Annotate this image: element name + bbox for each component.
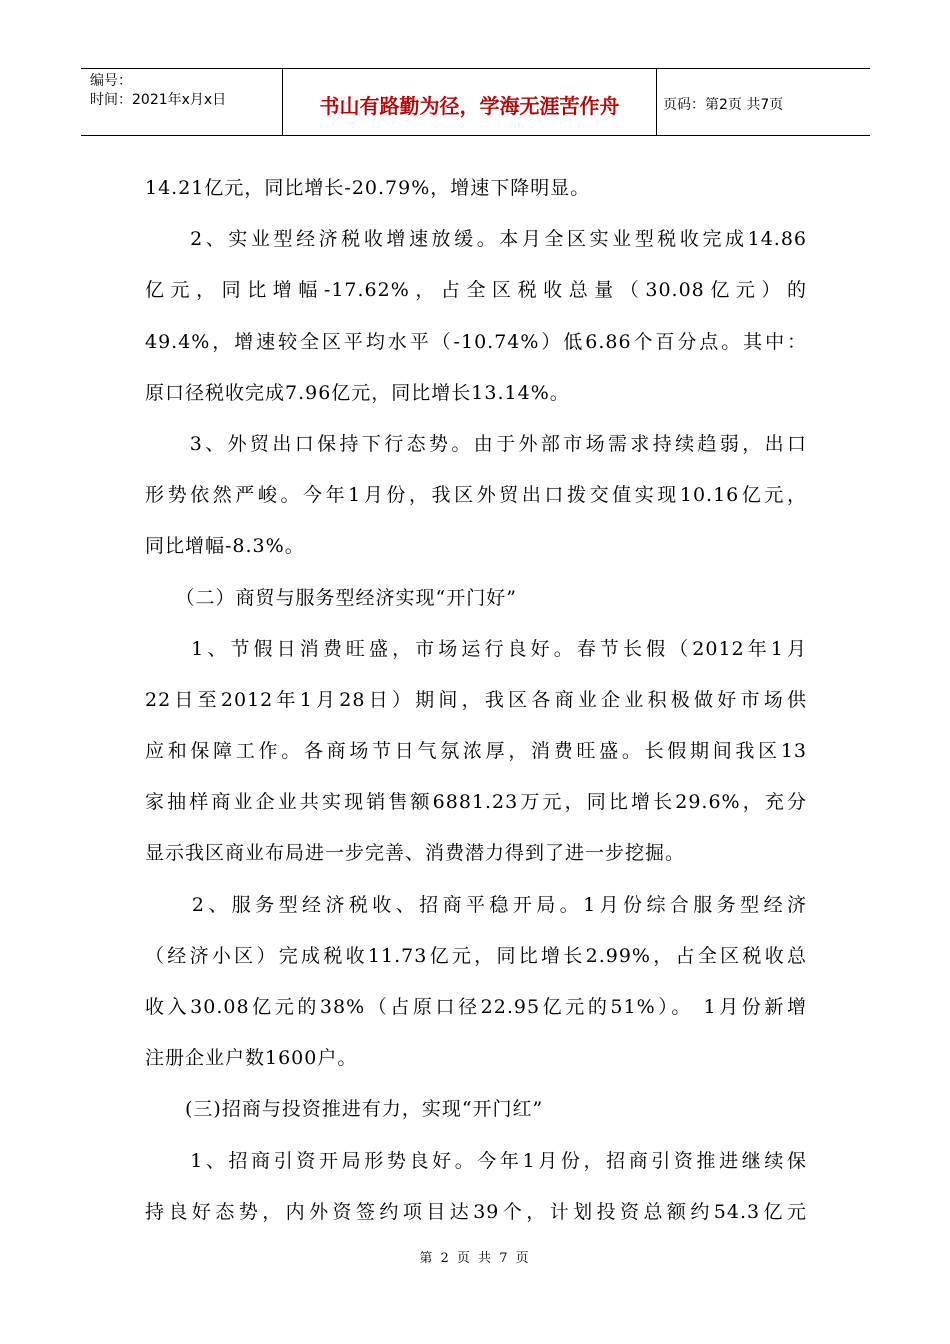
header-meta <box>81 69 283 135</box>
body-line: 14.21亿元，同比增长-20.79%，增速下降明显。 <box>145 177 591 199</box>
body-line: 收入30.08亿元的38%（占原口径22.95亿元的51%）。 1月份新增 <box>145 996 807 1018</box>
body-line: 形势依然严峻。今年1月份，我区外贸出口拨交值实现10.16亿元， <box>145 484 807 507</box>
document-body <box>145 163 807 1238</box>
body-line: 3、外贸出口保持下行态势。由于外部市场需求持续趋弱，出口 <box>145 432 807 455</box>
section-heading: (三)招商与投资推进有力，实现“开门红” <box>145 1098 544 1121</box>
body-line: （经济小区）完成税收11.73亿元，同比增长2.99%，占全区税收总 <box>145 944 807 967</box>
body-line: 显示我区商业布局进一步完善、消费潜力得到了进一步挖掘。 <box>145 842 686 865</box>
body-line: 应和保障工作。各商场节日气氛浓厚，消费旺盛。长假期间我区13 <box>145 740 807 763</box>
body-line: 亿元，同比增幅-17.62%，占全区税收总量（30.08亿元）的 <box>145 279 807 302</box>
header-motto: 书山有路勤为径，学海无涯苦作舟 <box>283 69 657 135</box>
header-table <box>81 68 870 136</box>
body-line: 同比增幅-8.3%。 <box>145 535 305 558</box>
body-line: 22日至2012年1月28日）期间，我区各商业企业积极做好市场供 <box>145 688 807 711</box>
body-line: 原口径税收完成7.96亿元，同比增长13.14%。 <box>145 381 570 404</box>
section-heading: （二）商贸与服务型经济实现“开门好” <box>145 586 517 609</box>
document-date-label: 时间：2021年x月x日 <box>90 92 227 108</box>
body-line: 2、实业型经济税收增速放缓。本月全区实业型税收完成14.86 <box>145 228 807 251</box>
body-line: 注册企业户数1600户。 <box>145 1047 358 1070</box>
body-line: 2、服务型经济税收、招商平稳开局。1月份综合服务型经济 <box>145 893 807 916</box>
document-number-label: 编号： <box>90 73 132 89</box>
body-line: 家抽样商业企业共实现销售额6881.23万元，同比增长29.6%，充分 <box>145 791 807 814</box>
body-line: 1、招商引资开局形势良好。今年1月份，招商引资推进继续保 <box>145 1149 807 1172</box>
body-line: 持良好态势，内外资签约项目达39个，计划投资总额约54.3亿元 <box>145 1200 807 1223</box>
body-line: 49.4%，增速较全区平均水平（-10.74%）低6.86个百分点。其中： <box>145 330 807 353</box>
page-footer: 第 2 页 共 7 页 <box>419 1251 531 1266</box>
header-page-info: 页码：第2页 共7页 <box>663 97 784 113</box>
body-line: 1、节假日消费旺盛，市场运行良好。春节长假（2012年1月 <box>145 637 807 660</box>
